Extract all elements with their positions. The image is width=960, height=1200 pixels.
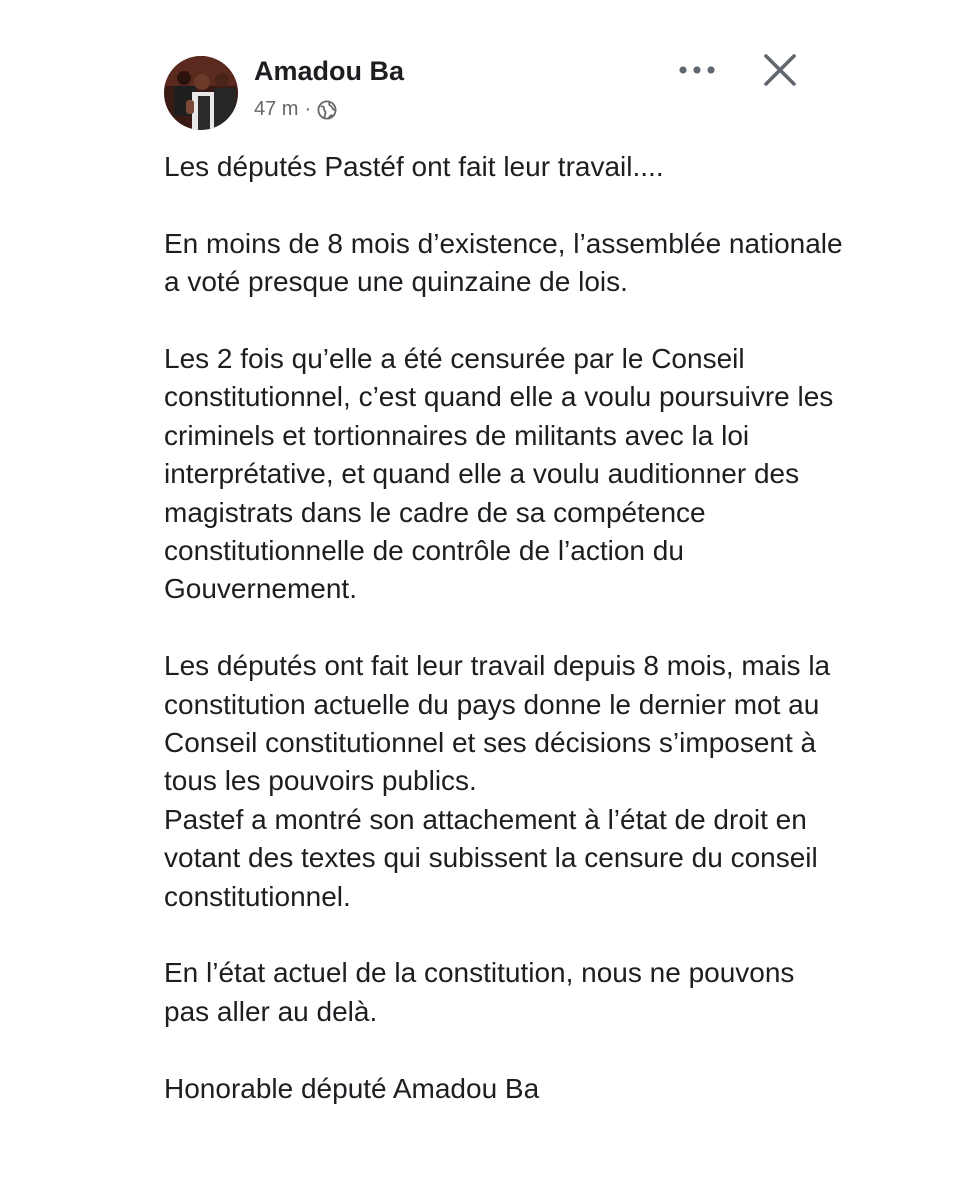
author-name[interactable]: Amadou Ba [254, 56, 405, 86]
post-signature: Honorable député Amadou Ba [164, 1072, 540, 1104]
post-text [164, 148, 844, 1108]
avatar[interactable] [164, 56, 238, 130]
post-timestamp[interactable]: 47 m [254, 98, 299, 120]
close-icon [763, 53, 797, 87]
post-paragraph: En moins de 8 mois d’existence, l’assemblée nationale a voté presque une quinzaine de lois. [164, 227, 843, 298]
globe-icon [317, 100, 337, 120]
post-paragraph: Les députés Pastéf ont fait leur travail.... [164, 151, 664, 182]
post-paragraph: En l’état actuel de la constitution, nous ne pouvons pas aller au delà. [164, 957, 795, 1027]
more-horizontal-icon [677, 65, 717, 75]
more-options-button[interactable] [672, 52, 722, 88]
post-meta [254, 98, 337, 121]
post-paragraph: Pastef a montré son attachement à l’état de droit en votant des textes qui subissent la censure du conseil constitutionnel. [164, 803, 818, 912]
avatar-photo [164, 56, 238, 130]
post-paragraph: Les députés ont fait leur travail depuis 8 mois, mais la constitution actuelle du pays donne le dernier mot au Conseil constitutionnel et ses décisions s’imposent à tous les pouvoirs publics. [164, 650, 831, 797]
post-paragraph: Les 2 fois qu’elle a été censurée par le Conseil constitutionnel, c’est quand elle a voulu poursuivre les criminels et tortionnaires de militants avec la loi interprétative, et quand elle a voulu auditionner des magistrats dans le cadre de sa compétence constitutionnelle de contrôle de l’action du Gouvernement. [164, 343, 834, 605]
close-button[interactable] [758, 48, 802, 92]
meta-separator: · [304, 98, 312, 120]
